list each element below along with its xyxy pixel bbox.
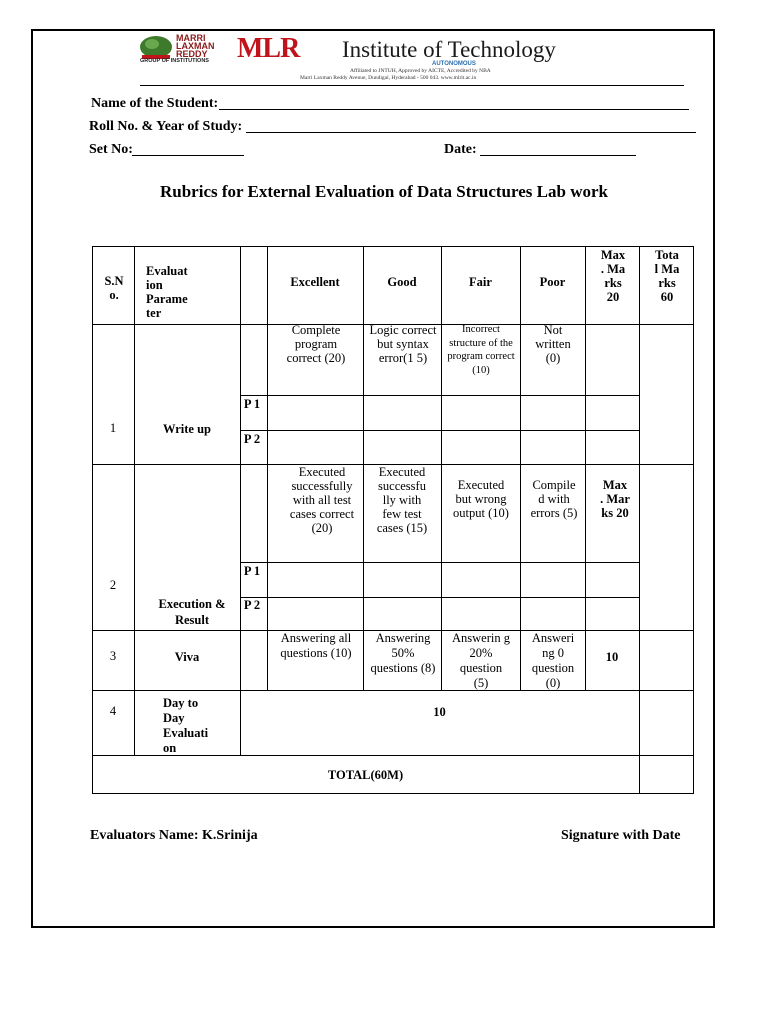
row1-parameter: Write up (162, 422, 212, 436)
total-label: TOTAL(60M) (327, 768, 404, 782)
date-label: Date: (444, 142, 477, 157)
row4-sno: 4 (109, 704, 117, 718)
student-name-line[interactable] (219, 109, 689, 110)
institute-name: Institute of Technology (342, 37, 556, 62)
affiliation-line: Affiliated to JNTUH, Approved by AICTE, Accredited by NBA (350, 68, 491, 74)
evaluator-name: Evaluators Name: K.Srinija (90, 828, 258, 843)
mlr-wordmark: MLR (237, 33, 300, 64)
row2-max-marks: Max . Mar ks 20 (600, 478, 630, 520)
row1-fair: Incorrect structure of the program correct (10) (447, 324, 515, 376)
group-label: GROUP OF INSTITUTIONS (140, 58, 209, 64)
col-divider (520, 246, 521, 690)
row2-fair: Executed but wrong output (10) (453, 478, 509, 520)
roll-label: Roll No. & Year of Study: (89, 119, 243, 134)
row-divider (92, 690, 694, 691)
col-divider (585, 246, 586, 690)
row-divider (240, 562, 639, 563)
row2-poor: Compile d with errors (5) (530, 478, 578, 520)
row3-max-marks: 10 (605, 650, 619, 664)
col-divider (639, 246, 640, 794)
header-fair: Fair (469, 275, 492, 289)
row2-parameter: Execution & Result (158, 597, 226, 627)
header-sno: S.N o. (104, 274, 124, 302)
row1-sno: 1 (109, 421, 117, 435)
set-no-line[interactable] (132, 155, 244, 156)
header-rule (140, 85, 684, 86)
row3-excellent: Answering all questions (10) (280, 631, 352, 660)
row2-good: Executed successfu lly with few test cases (15) (376, 465, 428, 535)
col-divider (267, 246, 268, 690)
row1-good: Logic correct but syntax error(1 5) (369, 323, 437, 365)
row-divider (240, 430, 639, 431)
header-poor: Poor (539, 275, 566, 289)
row3-sno: 3 (109, 649, 117, 663)
address-line: Marri Laxman Reddy Avenue, Dundigal, Hyderabad - 500 043. www.mlrit.ac.in (300, 75, 477, 81)
row1-p1: P 1 (243, 397, 261, 411)
page-title: Rubrics for External Evaluation of Data Structures Lab work (160, 182, 608, 201)
row2-p1: P 1 (243, 564, 261, 578)
logo-wordmark: MARRI LAXMAN REDDY (176, 33, 215, 59)
row4-parameter: Day to Day Evaluati on (163, 696, 209, 755)
row-divider (240, 395, 639, 396)
row1-p2: P 2 (243, 432, 261, 446)
header-good: Good (387, 275, 417, 289)
header-total-marks: Tota l Ma rks 60 (654, 248, 680, 304)
col-divider (441, 246, 442, 690)
row1-excellent: Complete program correct (20) (286, 323, 346, 365)
col-divider (134, 246, 135, 755)
row3-poor: Answeri ng 0 question (0) (531, 631, 575, 690)
header-max-marks: Max . Ma rks 20 (600, 248, 626, 304)
row3-good: Answering 50% questions (8) (370, 631, 436, 675)
date-line[interactable] (480, 155, 636, 156)
header-parameter: Evaluat ion Parame ter (146, 264, 188, 320)
student-name-label: Name of the Student: (91, 96, 219, 111)
col-divider (240, 246, 241, 755)
header-excellent: Excellent (290, 275, 340, 289)
row4-value: 10 (433, 705, 446, 719)
autonomous-label: AUTONOMOUS (432, 61, 476, 67)
row2-sno: 2 (109, 578, 117, 592)
set-no-label: Set No: (89, 142, 133, 157)
row3-fair: Answerin g 20% question (5) (452, 631, 510, 690)
signature-label: Signature with Date (561, 828, 681, 843)
row-divider (240, 597, 639, 598)
row2-excellent: Executed successfully with all test cases correct (20) (289, 465, 355, 535)
roll-line[interactable] (246, 132, 696, 133)
row3-parameter: Viva (174, 650, 200, 664)
row1-poor: Not written (0) (535, 323, 571, 365)
row2-p2: P 2 (243, 598, 261, 612)
